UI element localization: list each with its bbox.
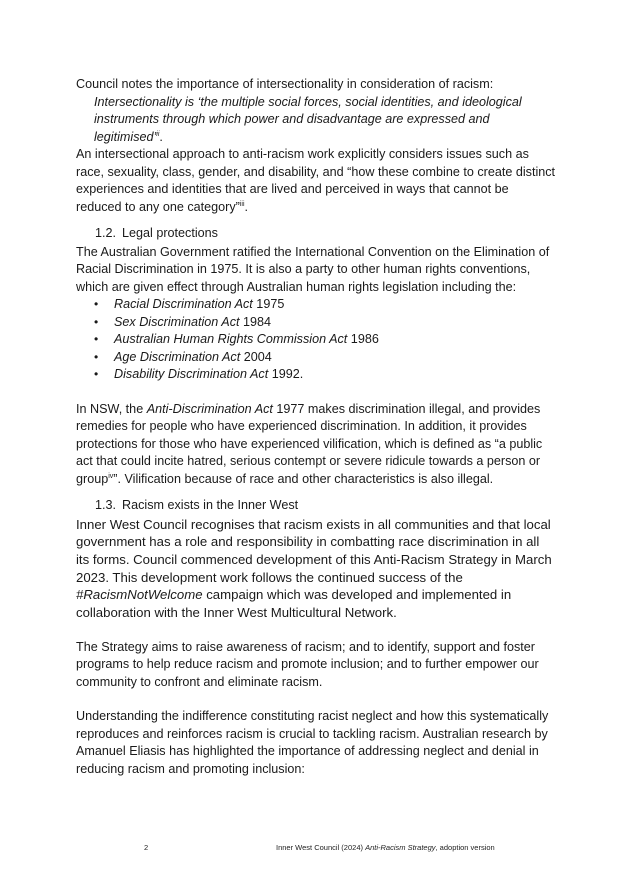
neglect-paragraph: Understanding the indifference constituting racist neglect and how this systematically reproduces and reinforces racism is crucial to tackling racism. Australian research by Amanuel Eliasis has highlighted the importance of addressing neglect and denial in reducing racism and promoting inclusion:	[76, 709, 549, 776]
footer-text	[276, 843, 495, 852]
act-name: Racial Discrimination Act	[114, 297, 253, 311]
text-span: ”. Vilification because of race and other characteristics is also illegal.	[113, 471, 494, 486]
list-item	[94, 366, 556, 384]
act-name: Disability Discrimination Act	[114, 367, 269, 381]
legislation-list	[76, 296, 556, 384]
quote-text: Intersectionality is ‘the multiple social forces, social identities, and ideological instruments through which power and disadvantage are expressed and legitimised’	[94, 94, 522, 144]
quote-end: .	[159, 129, 163, 144]
page-body	[76, 76, 556, 778]
text-span: campaign which was developed and implemented in collaboration with the Inner West Multicultural Network.	[76, 587, 512, 621]
endnote-ref: iii	[239, 200, 245, 208]
intro-paragraph: Council notes the importance of intersectionality in consideration of racism:	[76, 77, 494, 91]
page-number: 2	[144, 843, 149, 852]
section-title: Racism exists in the Inner West	[122, 498, 299, 512]
endnote-ref: iv	[108, 472, 114, 480]
footer-source: Inner West Council (2024)	[276, 843, 366, 852]
campaign-hashtag: #RacismNotWelcome	[76, 587, 203, 603]
section-title: Legal protections	[122, 226, 218, 240]
spacer	[76, 384, 556, 401]
act-year: 2004	[240, 349, 272, 364]
section-heading-legal-protections	[95, 225, 556, 243]
act-name: Anti-Discrimination Act	[146, 401, 273, 416]
intersectionality-quote	[76, 94, 556, 147]
strategy-paragraph: The Strategy aims to raise awareness of racism; and to identify, support and foster programs to help reduce racism and promote inclusion; and to further empower our community to confront and eliminate racism.	[76, 639, 539, 689]
act-year: 1986	[347, 332, 379, 346]
paragraph-end: .	[244, 199, 248, 214]
list-item	[94, 314, 556, 332]
endnote-ref: ii	[156, 130, 160, 138]
footer-title: Anti-Racism Strategy	[365, 843, 436, 852]
list-item	[94, 349, 556, 367]
spacer	[76, 622, 556, 639]
council-paragraph	[76, 516, 556, 622]
intersectional-approach-paragraph	[76, 146, 556, 216]
act-year: 1975	[252, 297, 285, 311]
act-name: Sex Discrimination Act	[114, 314, 240, 329]
section-heading-racism-inner-west	[95, 497, 556, 515]
spacer	[76, 691, 556, 708]
text-span: In NSW, the	[76, 401, 147, 416]
act-name: Age Discrimination Act	[114, 349, 241, 364]
paragraph-text: An intersectional approach to anti-racism work explicitly considers issues such as race, sexuality, class, gender, and disability, and “how these combine to create distinct experiences and identities that are lived and perceived in ways that cannot be reduced to any one category”	[76, 147, 556, 214]
act-year: 1984	[239, 314, 272, 329]
nsw-paragraph	[76, 401, 556, 489]
legal-paragraph: The Australian Government ratified the International Convention on the Elimination of Racial Discrimination in 1975. It is also a party to other human rights conventions, which are given effect through Australian human rights legislation including the:	[76, 244, 550, 294]
text-span: 1977 makes discrimination illegal, and provides remedies for people who have experienced discrimination. In addition, it provides protections for those who have experienced vilification, which is defined as “a public act that could incite hatred, serious contempt or severe ridicule towards a person or group	[76, 401, 543, 486]
list-item	[94, 331, 556, 349]
section-number: 1.3.	[95, 498, 117, 512]
list-item	[94, 296, 556, 314]
act-name: Australian Human Rights Commission Act	[114, 332, 348, 346]
footer-version: , adoption version	[435, 843, 495, 852]
section-number: 1.2.	[95, 226, 117, 240]
act-year: 1992.	[268, 367, 304, 381]
text-span: Inner West Council recognises that racism exists in all communities and that local government has a role and responsibility in combatting race discrimination in all its forms. Council commenced development of this Anti-Racism Strategy in March 2023. This development work follows the continued success of the	[76, 516, 552, 585]
